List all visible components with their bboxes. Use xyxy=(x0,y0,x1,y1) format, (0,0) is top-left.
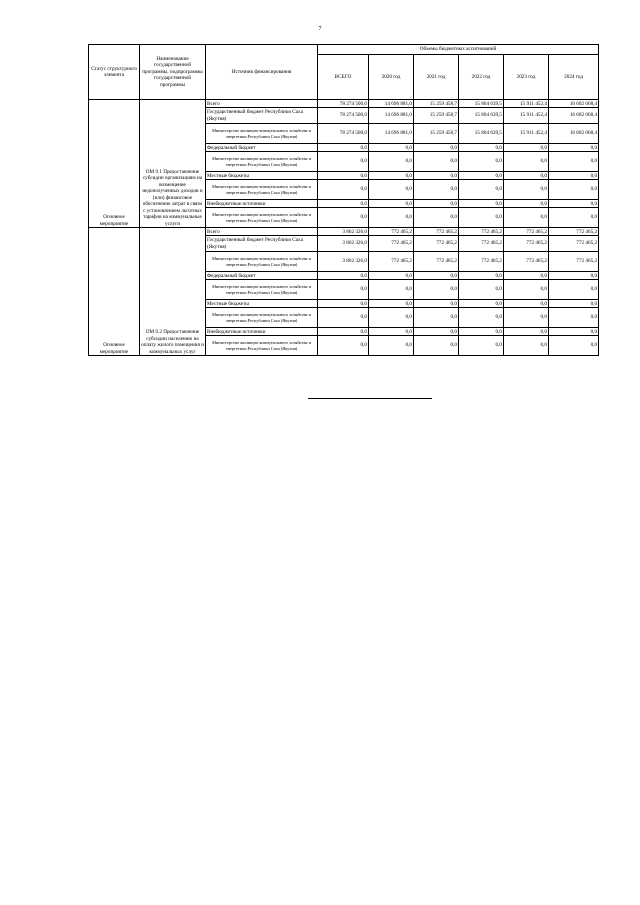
cell-amount: 772 465,2 xyxy=(369,252,414,272)
cell-amount: 0,0 xyxy=(549,308,599,328)
cell-amount: 16 602 068,4 xyxy=(549,124,599,144)
cell-amount: 0,0 xyxy=(318,280,369,300)
cell-amount: 0,0 xyxy=(504,208,549,228)
budget-table xyxy=(88,44,599,356)
cell-funding-source: Местные бюджеты xyxy=(206,172,318,180)
cell-amount: 0,0 xyxy=(504,300,549,308)
cell-funding-source: Федеральный бюджет xyxy=(206,272,318,280)
cell-amount: 0,0 xyxy=(318,172,369,180)
cell-funding-source: Министерство жилищно-коммунального хозяйства и энергетики Республики Саха (Якутия) xyxy=(206,336,318,356)
header-year-2021: 2021 год xyxy=(414,55,459,100)
cell-amount: 0,0 xyxy=(369,172,414,180)
cell-amount: 15 804 639,5 xyxy=(459,124,504,144)
cell-amount: 0,0 xyxy=(504,280,549,300)
cell-amount: 0,0 xyxy=(414,180,459,200)
cell-amount: 0,0 xyxy=(318,152,369,172)
table-row xyxy=(89,228,599,236)
cell-amount: 16 602 068,4 xyxy=(549,100,599,108)
cell-amount: 0,0 xyxy=(549,328,599,336)
cell-amount: 0,0 xyxy=(369,208,414,228)
cell-amount: 14 696 881,0 xyxy=(369,100,414,108)
cell-amount: 0,0 xyxy=(318,308,369,328)
cell-funding-source: Министерство жилищно-коммунального хозяйства и энергетики Республики Саха (Якутия) xyxy=(206,252,318,272)
cell-funding-source: Министерство жилищно-коммунального хозяйства и энергетики Республики Саха (Якутия) xyxy=(206,180,318,200)
cell-amount: 15 804 639,5 xyxy=(459,108,504,124)
header-year-2020: 2020 год xyxy=(369,55,414,100)
cell-amount: 0,0 xyxy=(549,272,599,280)
cell-amount: 0,0 xyxy=(459,172,504,180)
cell-amount: 0,0 xyxy=(318,300,369,308)
cell-amount: 0,0 xyxy=(549,300,599,308)
cell-amount: 15 911 452,4 xyxy=(504,100,549,108)
cell-amount: 0,0 xyxy=(369,300,414,308)
cell-amount: 0,0 xyxy=(414,336,459,356)
footer-divider xyxy=(308,398,432,399)
cell-amount: 772 465,2 xyxy=(549,228,599,236)
cell-funding-source: Министерство жилищно-коммунального хозяйства и энергетики Республики Саха (Якутия) xyxy=(206,308,318,328)
cell-amount: 0,0 xyxy=(549,152,599,172)
cell-amount: 0,0 xyxy=(549,180,599,200)
cell-amount: 772 465,2 xyxy=(549,252,599,272)
cell-amount: 0,0 xyxy=(369,308,414,328)
cell-funding-source: Всего xyxy=(206,100,318,108)
cell-funding-source: Федеральный бюджет xyxy=(206,144,318,152)
cell-amount: 0,0 xyxy=(504,308,549,328)
cell-funding-source: Местные бюджеты xyxy=(206,300,318,308)
header-year-2022: 2022 год xyxy=(459,55,504,100)
cell-amount: 0,0 xyxy=(549,208,599,228)
cell-amount: 0,0 xyxy=(549,280,599,300)
cell-funding-source: Министерство жилищно-коммунального хозяйства и энергетики Республики Саха (Якутия) xyxy=(206,152,318,172)
cell-amount: 0,0 xyxy=(414,280,459,300)
header-source: Источник финансирования xyxy=(206,45,318,100)
cell-amount: 0,0 xyxy=(414,208,459,228)
cell-amount: 0,0 xyxy=(504,180,549,200)
cell-amount: 0,0 xyxy=(369,328,414,336)
cell-amount: 0,0 xyxy=(459,152,504,172)
cell-amount: 3 862 326,0 xyxy=(318,228,369,236)
cell-amount: 0,0 xyxy=(318,272,369,280)
cell-amount: 0,0 xyxy=(459,280,504,300)
cell-funding-source: Государственный бюджет Республики Саха (Якутия) xyxy=(206,108,318,124)
cell-amount: 772 465,2 xyxy=(459,228,504,236)
cell-amount: 15 259 458,7 xyxy=(414,124,459,144)
cell-amount: 0,0 xyxy=(318,200,369,208)
cell-amount: 0,0 xyxy=(459,308,504,328)
cell-amount: 0,0 xyxy=(459,200,504,208)
cell-amount: 0,0 xyxy=(369,180,414,200)
cell-amount: 0,0 xyxy=(414,144,459,152)
cell-amount: 772 465,2 xyxy=(369,228,414,236)
cell-amount: 772 465,2 xyxy=(369,236,414,252)
cell-amount: 78 274 500,0 xyxy=(318,124,369,144)
cell-amount: 0,0 xyxy=(504,200,549,208)
cell-funding-source: Государственный бюджет Республики Саха (Якутия) xyxy=(206,236,318,252)
cell-amount: 772 465,2 xyxy=(414,228,459,236)
cell-amount: 0,0 xyxy=(369,272,414,280)
cell-amount: 0,0 xyxy=(369,280,414,300)
cell-funding-source: Всего xyxy=(206,228,318,236)
cell-funding-source: Министерство жилищно-коммунального хозяйства и энергетики Республики Саха (Якутия) xyxy=(206,280,318,300)
cell-amount: 0,0 xyxy=(369,200,414,208)
header-status: Статус структурного элемента xyxy=(89,45,140,100)
header-year-total: ВСЕГО xyxy=(318,55,369,100)
cell-amount: 0,0 xyxy=(414,328,459,336)
cell-amount: 0,0 xyxy=(414,300,459,308)
cell-amount: 0,0 xyxy=(414,272,459,280)
cell-amount: 0,0 xyxy=(549,144,599,152)
cell-amount: 0,0 xyxy=(318,144,369,152)
cell-amount: 772 465,2 xyxy=(504,228,549,236)
cell-amount: 78 274 500,0 xyxy=(318,100,369,108)
cell-status: Основное мероприятие xyxy=(89,100,140,228)
cell-amount: 3 862 326,0 xyxy=(318,252,369,272)
cell-amount: 0,0 xyxy=(459,336,504,356)
cell-amount: 772 465,2 xyxy=(504,236,549,252)
cell-amount: 3 862 326,0 xyxy=(318,236,369,252)
cell-program-name: ОМ 9.1 Предоставление субсидии организациям на возмещение недополученных доходов и (или) финансовое обеспечение затрат в связи с установлением льготных тарифов на коммунальные услуги xyxy=(140,100,206,228)
cell-funding-source: Внебюджетные источники xyxy=(206,328,318,336)
cell-amount: 78 274 500,0 xyxy=(318,108,369,124)
cell-amount: 15 259 458,7 xyxy=(414,100,459,108)
cell-funding-source: Министерство жилищно-коммунального хозяйства и энергетики Республики Саха (Якутия) xyxy=(206,124,318,144)
table-body xyxy=(89,100,599,356)
cell-amount: 0,0 xyxy=(549,200,599,208)
header-year-2024: 2024 год xyxy=(549,55,599,100)
cell-amount: 0,0 xyxy=(414,308,459,328)
cell-amount: 0,0 xyxy=(414,200,459,208)
cell-amount: 772 465,2 xyxy=(459,252,504,272)
cell-amount: 14 696 881,0 xyxy=(369,108,414,124)
cell-amount: 0,0 xyxy=(459,272,504,280)
cell-program-name: ОМ 9.2 Предоставление субсидии населению на оплату жилого помещения и коммунальных услуг xyxy=(140,228,206,356)
cell-amount: 0,0 xyxy=(414,172,459,180)
cell-amount: 0,0 xyxy=(369,152,414,172)
header-year-2023: 2023 год xyxy=(504,55,549,100)
cell-amount: 0,0 xyxy=(459,328,504,336)
cell-funding-source: Внебюджетные источники xyxy=(206,200,318,208)
cell-amount: 0,0 xyxy=(318,336,369,356)
cell-amount: 772 465,2 xyxy=(414,236,459,252)
cell-amount: 772 465,2 xyxy=(504,252,549,272)
cell-amount: 15 911 452,4 xyxy=(504,124,549,144)
cell-amount: 15 259 458,7 xyxy=(414,108,459,124)
cell-amount: 0,0 xyxy=(318,208,369,228)
cell-amount: 0,0 xyxy=(504,336,549,356)
cell-amount: 15 911 452,4 xyxy=(504,108,549,124)
cell-status: Основное мероприятие xyxy=(89,228,140,356)
cell-amount: 14 696 881,0 xyxy=(369,124,414,144)
cell-amount: 0,0 xyxy=(504,172,549,180)
cell-amount: 0,0 xyxy=(504,328,549,336)
page-number: 7 xyxy=(318,26,322,32)
cell-amount: 0,0 xyxy=(318,328,369,336)
table-row xyxy=(89,100,599,108)
cell-amount: 0,0 xyxy=(318,180,369,200)
header-name: Наименование государственной программы, подпрограммы государственной программы xyxy=(140,45,206,100)
cell-amount: 15 804 639,5 xyxy=(459,100,504,108)
header-volumes: Объемы бюджетных ассигнований xyxy=(318,45,599,55)
cell-amount: 0,0 xyxy=(459,208,504,228)
cell-amount: 0,0 xyxy=(549,336,599,356)
cell-amount: 772 465,2 xyxy=(414,252,459,272)
cell-amount: 0,0 xyxy=(504,152,549,172)
cell-amount: 0,0 xyxy=(459,180,504,200)
cell-amount: 16 602 068,4 xyxy=(549,108,599,124)
cell-amount: 0,0 xyxy=(504,272,549,280)
cell-amount: 0,0 xyxy=(369,336,414,356)
cell-amount: 0,0 xyxy=(414,152,459,172)
cell-amount: 0,0 xyxy=(459,300,504,308)
cell-amount: 772 465,2 xyxy=(549,236,599,252)
cell-amount: 0,0 xyxy=(459,144,504,152)
cell-funding-source: Министерство жилищно-коммунального хозяйства и энергетики Республики Саха (Якутия) xyxy=(206,208,318,228)
cell-amount: 772 465,2 xyxy=(459,236,504,252)
cell-amount: 0,0 xyxy=(549,172,599,180)
cell-amount: 0,0 xyxy=(369,144,414,152)
cell-amount: 0,0 xyxy=(504,144,549,152)
